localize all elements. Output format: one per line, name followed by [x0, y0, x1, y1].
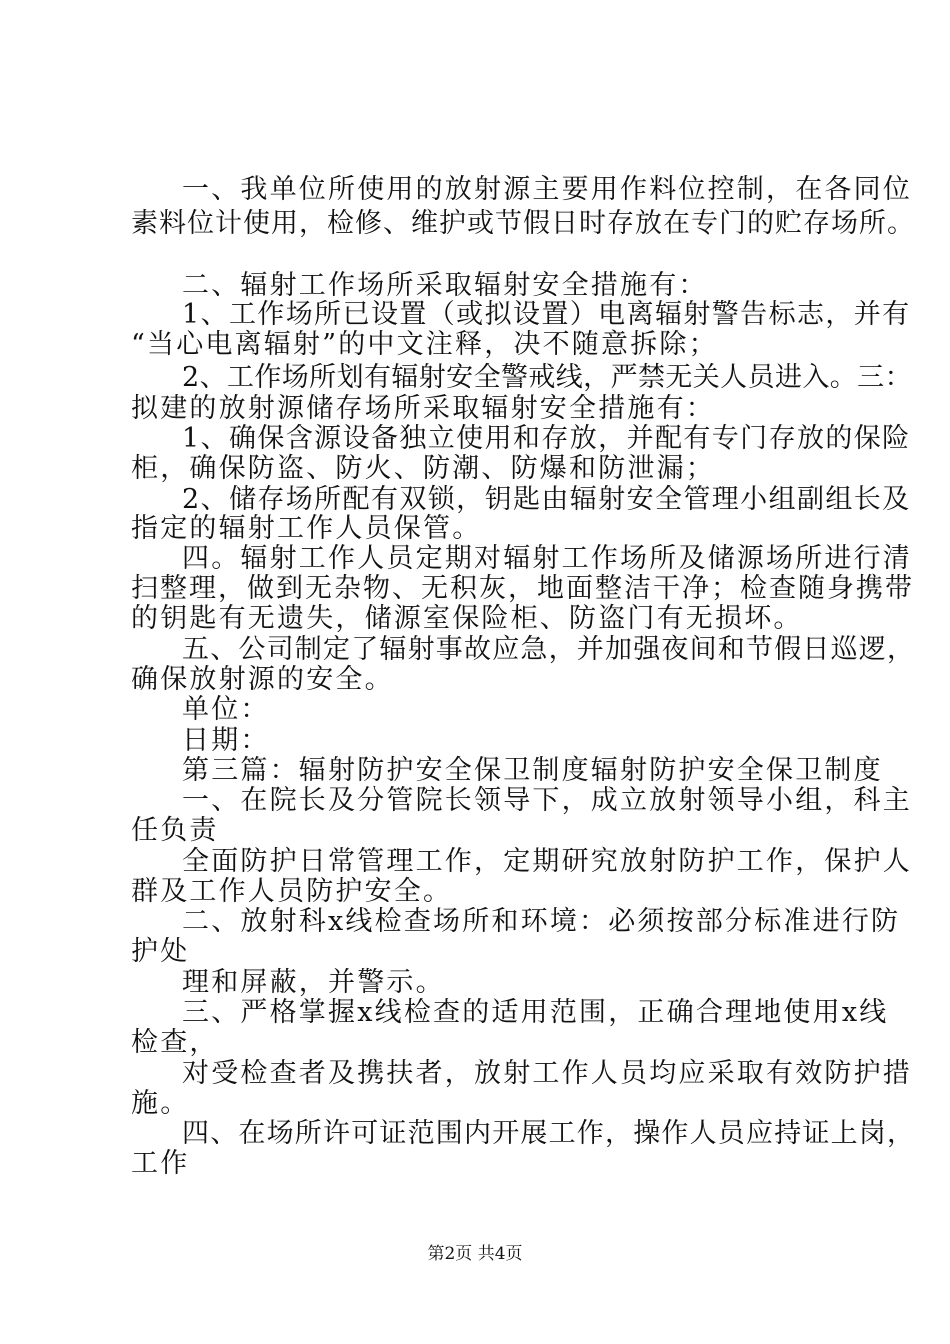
text-line: 日期：	[182, 725, 270, 756]
text-line: 的钥匙有无遗失，储源室保险柜、防盗门有无损坏。	[131, 603, 803, 634]
text-line: 2、储存场所配有双锁，钥匙由辐射安全管理小组副组长及	[182, 484, 911, 515]
text-line: 确保放射源的安全。	[131, 664, 394, 695]
text-line: 拟建的放射源储存场所采取辐射安全措施有：	[131, 393, 715, 424]
text-line: 护处	[131, 936, 190, 967]
text-line: “当心电离辐射”的中文注释，决不随意拆除；	[131, 329, 718, 360]
text-line: 二、辐射工作场所采取辐射安全措施有：	[182, 270, 708, 301]
page-number-footer: 第2页 共4页	[427, 1244, 523, 1264]
text-line: 对受检查者及携扶者，放射工作人员均应采取有效防护措	[182, 1058, 912, 1089]
text-line: 任负责	[131, 815, 219, 846]
text-line: 检查，	[131, 1027, 219, 1058]
text-line: 柜，确保防盗、防火、防潮、防爆和防泄漏；	[131, 453, 715, 484]
text-line: 二、放射科x线检查场所和环境：必须按部分标准进行防	[182, 906, 901, 937]
text-line: 扫整理，做到无杂物、无积灰，地面整洁干净；检查随身携带	[131, 573, 914, 604]
text-line: 施。	[131, 1088, 190, 1119]
text-line: 理和屏蔽，并警示。	[182, 967, 445, 998]
text-line: 1、工作场所已设置（或拟设置）电离辐射警告标志，并有	[182, 299, 911, 330]
text-line: 五、公司制定了辐射事故应急，并加强夜间和节假日巡逻，	[182, 634, 916, 665]
text-line: 群及工作人员防护安全。	[131, 876, 453, 907]
section-heading: 第三篇：辐射防护安全保卫制度辐射防护安全保卫制度	[182, 755, 883, 786]
text-line: 工作	[131, 1148, 190, 1179]
text-line: 2、工作场所划有辐射安全警戒线，严禁无关人员进入。三：	[182, 362, 912, 393]
text-line: 四、在场所许可证范围内开展工作，操作人员应持证上岗，	[182, 1118, 916, 1149]
text-line: 全面防护日常管理工作，定期研究放射防护工作，保护人	[182, 846, 912, 877]
text-line: 四。辐射工作人员定期对辐射工作场所及储源场所进行清	[182, 543, 912, 574]
text-line: 一、在院长及分管院长领导下，成立放射领导小组，科主	[182, 785, 912, 816]
text-line: 三、严格掌握x线检查的适用范围，正确合理地使用x线	[182, 997, 889, 1028]
text-line: 单位：	[182, 694, 270, 725]
text-line: 1、确保含源设备独立使用和存放，并配有专门存放的保险	[182, 423, 911, 454]
text-line: 素料位计使用，检修、维护或节假日时存放在专门的贮存场所。	[131, 208, 915, 239]
text-line: 指定的辐射工作人员保管。	[131, 513, 482, 544]
text-line: 一、我单位所使用的放射源主要用作料位控制，在各同位	[182, 174, 912, 205]
